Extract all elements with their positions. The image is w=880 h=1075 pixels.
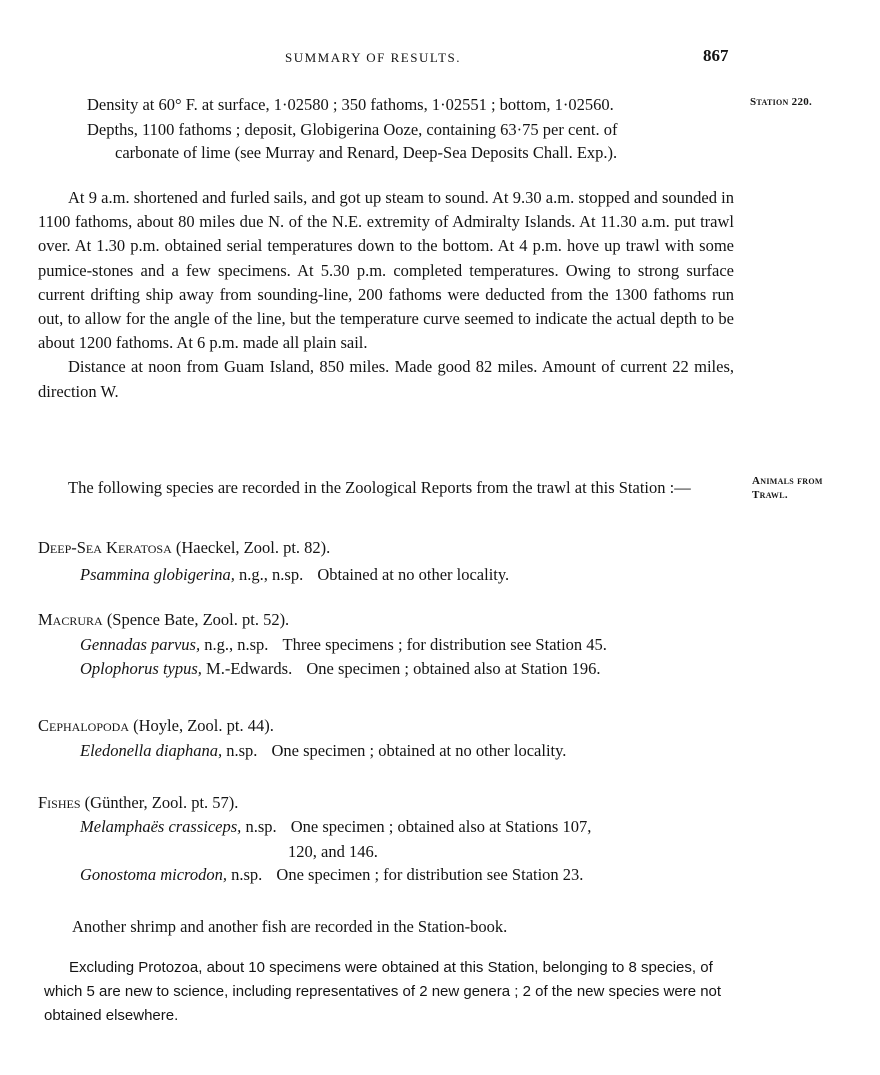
- margin-note-animals: [752, 474, 823, 502]
- group-name: Deep-Sea Keratosa: [38, 538, 172, 557]
- group-name: Macrura: [38, 610, 103, 629]
- species-name: Melamphaës crassiceps,: [80, 817, 242, 836]
- margin-note-station: Station 220.: [750, 96, 813, 108]
- species-entry: [80, 635, 607, 655]
- group-heading: [38, 538, 330, 558]
- species-name: Gennadas parvus,: [80, 635, 201, 654]
- group-heading: [38, 610, 289, 630]
- species-description: One specimen ; for distribution see Station 23.: [276, 865, 584, 884]
- group-reference: (Hoyle, Zool. pt. 44).: [133, 716, 274, 735]
- species-description: One specimen ; obtained also at Station 196.: [306, 659, 601, 678]
- species-name: Psammina globigerina,: [80, 565, 235, 584]
- species-intro: The following species are recorded in the Zoological Reports from the trawl at this Station :—: [68, 478, 691, 497]
- margin-note-animals-line2: Trawl.: [752, 489, 788, 501]
- group-name: Fishes: [38, 793, 81, 812]
- group-heading: [38, 716, 274, 736]
- species-name: Oplophorus typus,: [80, 659, 202, 678]
- group-reference: (Spence Bate, Zool. pt. 52).: [106, 610, 290, 629]
- running-title: SUMMARY OF RESULTS.: [285, 50, 462, 65]
- species-tag: n.sp.: [226, 741, 258, 760]
- page-number: 867: [703, 46, 729, 65]
- depth-line-continued: carbonate of lime (see Murray and Renard, Deep-Sea Deposits Chall. Exp.).: [115, 143, 618, 162]
- species-tag: n.g., n.sp.: [239, 565, 304, 584]
- species-entry: [80, 865, 583, 885]
- species-entry: [80, 741, 566, 761]
- species-tag: n.sp.: [245, 817, 277, 836]
- station-summary: Excluding Protozoa, about 10 specimens were obtained at this Station, belonging to 8 species, of which 5 are new to science, including representatives of 2 new genera ; 2 of the new species were not obtained elsewhere.: [44, 959, 722, 1024]
- species-intro-block: [38, 476, 734, 500]
- species-description: One specimen ; obtained at no other locality.: [271, 741, 567, 760]
- group-heading: [38, 793, 238, 813]
- species-name: Eledonella diaphana,: [80, 741, 223, 760]
- species-entry: [80, 659, 601, 679]
- depth-line: Depths, 1100 fathoms ; deposit, Globigerina Ooze, containing 63·75 per cent. of: [87, 120, 618, 139]
- species-description-continued: 120, and 146.: [288, 842, 378, 861]
- group-reference: (Günther, Zool. pt. 57).: [84, 793, 239, 812]
- species-description: Three specimens ; for distribution see Station 45.: [282, 635, 607, 654]
- narrative-paragraph: At 9 a.m. shortened and furled sails, and got up steam to sound. At 9.30 a.m. stopped and sounded in 1100 fathoms, about 80 miles due N. of the N.E. extremity of Admiralty Islands. At 11.30 a.m. put trawl over. At 1.30 p.m. obtained serial temperatures down to the bottom. At 4 p.m. hove up trawl with some pumice-stones and a few specimens. At 5.30 p.m. completed temperatures. Owing to strong surface current drifting ship away from sounding-line, 200 fathoms were deducted from the 1300 fathoms run out, to allow for the angle of the line, but the temperature curve seemed to indicate the actual depth to be about 1200 fathoms. At 6 p.m. made all plain sail.: [38, 188, 734, 353]
- species-description: One specimen ; obtained also at Stations 107,: [290, 817, 592, 836]
- species-entry: [80, 817, 591, 837]
- group-reference: (Haeckel, Zool. pt. 82).: [175, 538, 331, 557]
- narrative-block: [38, 186, 734, 404]
- species-name: Gonostoma microdon,: [80, 865, 227, 884]
- margin-note-animals-line1: Animals from: [752, 475, 823, 487]
- group-name: Cephalopoda: [38, 716, 130, 735]
- species-description: Obtained at no other locality.: [317, 565, 510, 584]
- species-tag: n.g., n.sp.: [204, 635, 269, 654]
- species-tag: n.sp.: [231, 865, 263, 884]
- distance-paragraph: Distance at noon from Guam Island, 850 miles. Made good 82 miles. Amount of current 22 miles, direction W.: [38, 357, 734, 401]
- station-book-note: Another shrimp and another fish are recorded in the Station-book.: [72, 917, 508, 936]
- species-tag: M.-Edwards.: [206, 659, 293, 678]
- species-entry: [80, 565, 509, 585]
- density-line: Density at 60° F. at surface, 1·02580 ; 350 fathoms, 1·02551 ; bottom, 1·02560.: [87, 95, 614, 114]
